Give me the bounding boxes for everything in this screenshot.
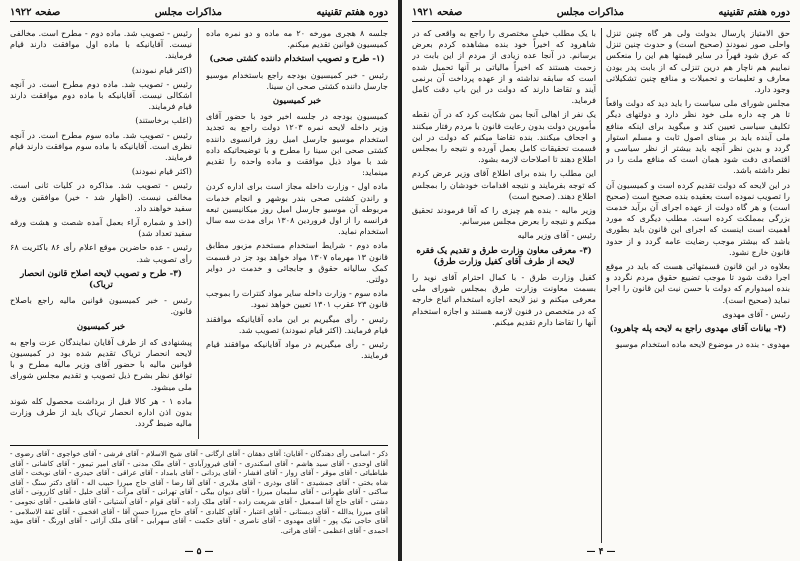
section-heading: (۳- معرفی معاون وزارت طرق و تقدیم یک فقره لایحه از طرف آقای کفیل وزارت طرق) xyxy=(416,245,592,267)
paragraph: ماده ۱ - هر کالا قبل از برداشت محصول کله شوند بدون اذن اداره انحصار تریاک باید از طرف وزارت مالیه ضبط گردد. xyxy=(10,395,192,429)
paragraph: ماده دوم - شرایط استخدام مستخدم مزبور مطابق قانون ۱۳ مهرماه ۱۳۰۷ مواد خواهد بود جز در قسمت کمک سالیانه حقوق و جابجائی و خدمت در دوایر دولتی. xyxy=(206,240,388,285)
section-heading: (۱- طرح و تصویب استخدام داننده کشتی صحی) xyxy=(209,54,385,65)
paragraph: ماده سوم - وزارت داخله سایر مواد کنترات را بموجب قانون ۲۳ عقرب ۱۳۰۱ تعیین خواهد نمود. xyxy=(206,288,388,310)
vote-roster-footnote: ذکر - اسامی رأی دهندگان - آقایان: آقای دهقان - آقای ارگانی - آقای شیخ الاسلام - آقای فرشی - آقای خواجوی - آقای رضوی - آقای اوحدی - آقای سید هاشم - آقای اسکندری - آقای فیروزآبادی - آقای ملک مدنی - آقای امیر تیمور - آقای کاشانی - آقای طباطبائی - آقای موقر - آقای زوار - آقای افشار - آقای یزدانی - آقای بامداد - آقای عراقی - آقای حیدری - آقای نوبخت - آقای شاه بختی - آقای جمشیدی - آقای بوذری - آقای ملایری - آقای آقا رضا - آقای حاج میرزا حبیب اله - آقای دکتر سنگ - آقای ساکنی - آقای طهرانی - آقای سلیمان میرزا - آقای دیوان بیگی - آقای تهرانی - آقای مرآت - آقای خلیل - آقای کازرونی - آقای دشتی - آقای حاج آقا اسمعیل - آقای شریعت زاده - آقای ملک زاده - آقای قوام - آقای آشتیانی - آقای فاطمی - آقای نجومی - آقای میرزا یدالله - آقای دبستانی - آقای اعتبار - آقای کلبادی - آقای حاج میرزا حسن آقا - آقای افخمی - آقای ثقة الاسلامی - آقای حاجی نیک پور - آقای مهدوی - آقای ناصری - آقای حکمت - آقای سهرابی - آقای ملک آرائی - آقای اورنگ - آقای مؤید احمدی - آقای اعظمی - آقای هراتی. xyxy=(10,445,388,543)
column-divider xyxy=(601,28,602,543)
paragraph: رئیس - آقای مهدوی xyxy=(722,308,790,319)
right-page-header xyxy=(412,4,790,22)
paragraph: با یک مطلب خیلی مختصری را راجع به واقعی که در شاهرود که اخیراً خود بنده مشاهده کردم بعرض برسانم. در آنجا عده زیادی از مردم از این بابت در زحمت هستند که اخیراً مالیاتی بر آنها تحمیل شده است که سابقه نداشته و از عهده پرداخت آن برنمی آیند و تقاضا دارند که دولت در این باب دقت کامل فرماید. xyxy=(412,28,596,106)
paragraph: رئیس - عده حاضرین موقع اعلام رأی ۸۶ باکثریت ۶۸ رأی تصویب شد. xyxy=(10,242,192,264)
paragraph: رئیس - تصویب شد. ماده دوم - مطرح است. مخالفی نیست. آقایانیکه با ماده اول موافقت دارند قیام فرمایند. xyxy=(10,28,192,61)
paragraph: (اکثر قیام نمودند) xyxy=(131,64,192,75)
paragraph: مهدوی - بنده در موضوع لایحه ماده استخدام موسیو xyxy=(615,339,790,350)
paragraph: ماده اول - وزارت داخله مجاز است برای اداره کردن و راندن کشتی صحی بندر بوشهر و انجام خدمات مربوطه آن موسیو جارسل امیل روز میکانیسین تبعه فرانسه را از اول فروردین ۱۳۰۸ برای مدت سه سال استخدام نماید. xyxy=(206,181,388,237)
right-page xyxy=(402,0,800,561)
section-heading: خبر کمیسیون xyxy=(272,96,322,107)
section-heading: (۳- طرح و تصویب لایحه اصلاح قانون انحصار تریاک) xyxy=(20,268,182,291)
paragraph: یک نفر از اهالی آنجا بمن شکایت کرد که در آن نقطه مأمورین دولت بدون رعایت قانون با مردم رفتار میکنند و اجحاف میکنند. بنده تقاضا میکنم که دولت در این قسمت تحقیقات کامل بعمل آورده و نتیجه را بمجلس اطلاع دهند تا اصلاحات لازمه بشود. xyxy=(412,109,596,165)
left-page-number: — ۵ — xyxy=(184,547,214,557)
left-journal-title: مذاکرات مجلس xyxy=(154,7,222,18)
column-divider xyxy=(198,28,199,439)
right-session-title: دوره هفتم تقنینیه xyxy=(718,7,790,18)
paragraph: این مطلب را بنده برای اطلاع آقای وزیر عرض کردم که توجه بفرمایند و نتیجه اقدامات خودشان را بمجلس اطلاع دهند. (صحیح است) xyxy=(412,168,596,201)
paragraph: رئیس - خبر کمیسیون قوانین مالیه راجع باصلاح قانون. xyxy=(10,295,192,317)
right-page-label: صفحه ۱۹۲۱ xyxy=(412,7,463,18)
paragraph: رئیس - خبر کمیسیون بودجه راجع باستخدام موسیو جارسل داننده کشتی صحی ان سینا. xyxy=(206,69,388,91)
left-session-title: دوره هفتم تقنینیه xyxy=(316,7,388,18)
paragraph: رئیس - رأی میگیریم بر این ماده آقایانیکه موافقند قیام فرمایند. (اکثر قیام نمودند) تصویب شد. xyxy=(206,313,388,335)
paragraph: در این لایحه که دولت تقدیم کرده است و کمیسیون آن را تصویب نموده است بعقیده بنده صحیح است (صحیح است) و هر گاه دولت از عهده اجرای آن برآید خدمت بزرگی بمملکت کرده است. مطلب دیگری که مورد اهمیت است اینست که اجرای این قانون باید بطوری باشد که بیشتر موجب رضایت عامه گردد و از حدود قانون خارج نشود. xyxy=(606,179,790,257)
paragraph: پیشنهادی که از طرف آقایان نمایندگان عزت واجع به لایحه انحصار تریاک تقدیم شده بود در کمیسیون قوانین مالیه با حضور آقای وزیر مالیه مطرح و با توافق نظر بشرح ذیل تصویب و تقدیم مجلس شورای ملی میشود. xyxy=(10,336,192,392)
paragraph: (اکثر قیام نمودند) xyxy=(131,166,192,177)
paragraph: وزیر مالیه - بنده هم چیزی را که آقا فرمودند تحقیق میکنم و نتیجه را بعرض مجلس میرسانم. xyxy=(412,205,596,227)
paragraph: رئیس - رأی میگیریم در مواد آقایانیکه موافقند قیام فرمایند. xyxy=(206,339,388,361)
paragraph: بعلاوه در این قانون قسمتهائی هست که باید در موقع اجرا دقت شود تا موجب تضییع حقوق مردم نگردد و بنده امیدوارم که دولت با حسن نیت این قانون را اجرا نماید (صحیح است). xyxy=(606,261,790,305)
left-page xyxy=(0,0,398,561)
paragraph: رئیس - تصویب شد. ماده سوم مطرح است. در آنچه نظری است. آقایانیکه با ماده سوم موافقت دارند قیام فرمایند. xyxy=(10,129,192,163)
paragraph: رئیس - آقای وزیر مالیه xyxy=(517,230,596,241)
left-page-left-column xyxy=(10,28,192,439)
paragraph: حق الامتیاز پارسال بدولت ولی هر گاه چنین تنزل واحلی صور نمودند (صحیح است) و حدوث چنین تنزل که عرق شود قهراً در سایر قیمتها هم این را منعکس نماییم هم ناچار هم درین تنزلی که از بابت پدر بودن معارف و تعلیمات و تحمیلات و منافع چنین تشکیلاتی وجود دارد. xyxy=(606,28,790,95)
left-page-right-column xyxy=(206,28,388,439)
paragraph: جلسه ۸ هجری مورخه ۲۰ مه ماده و دو نمره ماده کمیسیون قوانین تقدیم میکنم. xyxy=(206,28,388,50)
right-page-left-column xyxy=(412,28,596,543)
paragraph: رئیس - تصویب شد. مذاکره در کلیات ثانی است. مخالفی نیست. (اظهار شد - خیر) موافقین ورقه سفید خواهند داد. xyxy=(10,180,192,213)
paragraph: (اغلب برخاستند) xyxy=(135,115,192,126)
paragraph: (اخذ و شماره آراء بعمل آمده شصت و هشت ورقه سفید تعداد شد) xyxy=(10,217,192,239)
paragraph: کمیسیون بودجه در جلسه اخیر خود با حضور آقای وزیر داخله لایحه نمره ۱۲۰۳ دولت راجع به تجدید استخدام موسیو جارسل امیل روز فرانسوی داننده کشتی صحی ابن سینا را مطرح و با توضیحاتیکه داده شد با مواد ذیل موافقت و ماده واحده را تقدیم مینماید: xyxy=(206,111,388,178)
right-page-number: — ۴ — xyxy=(586,547,616,557)
section-heading: (۴- بیانات آقای مهدوی راجع به لایحه پله چاهرود) xyxy=(609,324,787,335)
left-page-label: صفحه ۱۹۲۲ xyxy=(10,7,61,18)
left-page-header xyxy=(10,4,388,22)
right-page-right-column xyxy=(606,28,790,543)
paragraph: مجلس شورای ملی سیاست را باید دید که دولت واقعاً تا هر چه داره ملی خود نظر دارد و دولتهای دیگر تکلیف سیاسی تعیین کند و میگوید برای اینکه منافع ملی آینده باید بر مبنای اصول ثابت و مسلم استوار گردد و بدین نظر آنچه باید بیشتر از نظر سیاسی و اقتصادی دقت شود همان است که منافع ملت را در نظر داشته باشد. xyxy=(606,98,790,176)
section-heading: خبر کمیسیون xyxy=(76,321,126,332)
paragraph: کفیل وزارت طرق - با کمال احترام آقای نوید را بسمت معاونت وزارت طرق بمجلس شورای ملی معرفی میکنم و نیز لایحه اجازه استخدام اتباع خارجه که در متخصص در فنون لازمه هستند و اجازه استخدام آنها را تقاضا دارم تقدیم میکنم. xyxy=(412,272,596,327)
paragraph: رئیس - تصویب شد. ماده دوم مطرح است. در آنچه اشکالی نیست. آقایانیکه با ماده دوم موافقت دارند قیام فرمایند. xyxy=(10,78,192,112)
right-journal-title: مذاکرات مجلس xyxy=(556,7,624,18)
